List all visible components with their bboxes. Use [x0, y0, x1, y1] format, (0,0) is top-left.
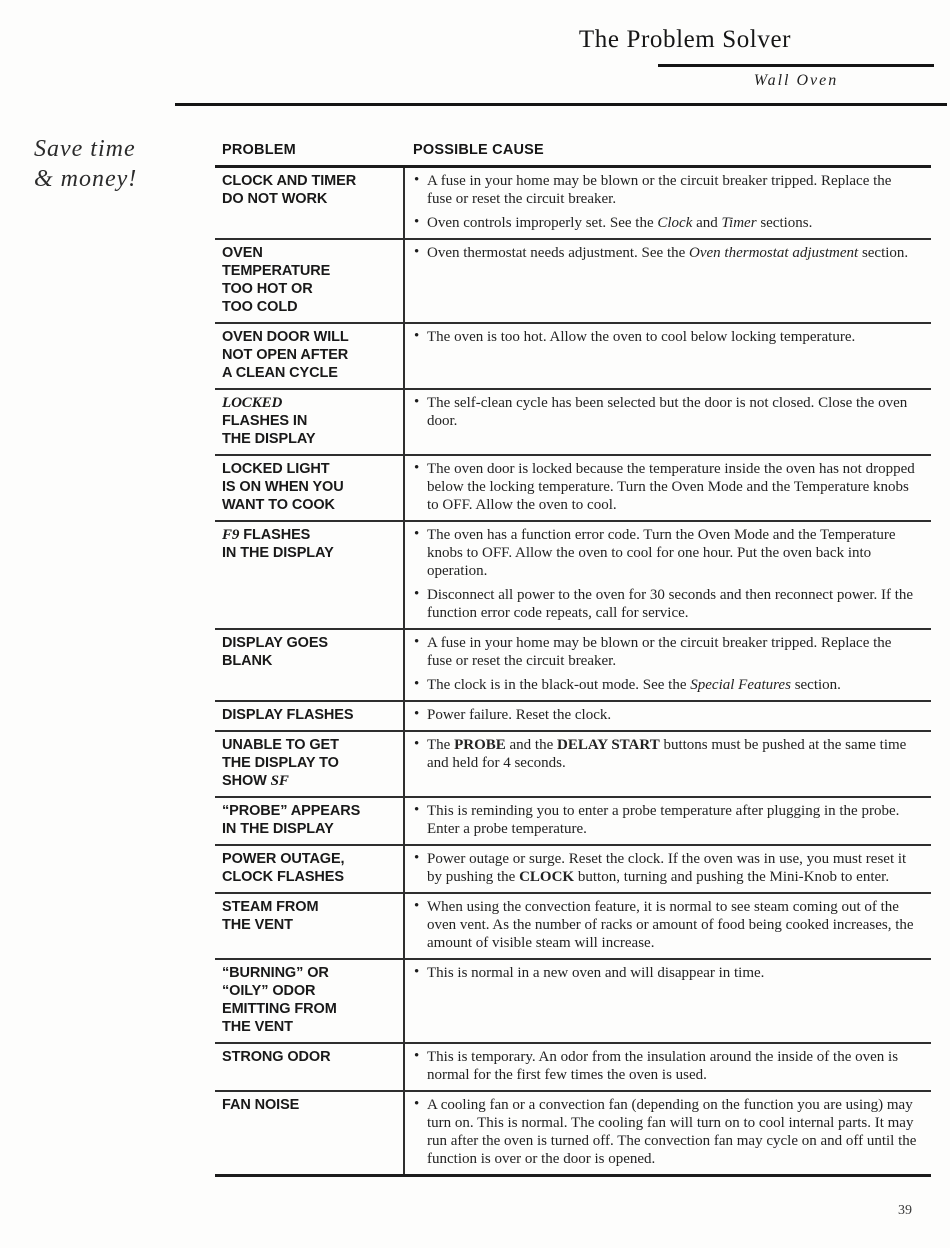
problem-line — [222, 1096, 397, 1114]
problem-line — [222, 346, 397, 364]
cause-bullet — [414, 634, 919, 670]
cause-bullet — [414, 736, 919, 772]
text-segment: The oven has a function error code. Turn the Oven Mode and the Temperature knobs to OFF. Allow the oven to cool for one hour. Put the oven back into operation. — [427, 527, 896, 579]
text-segment: A cooling fan or a convection fan (depending on the function you are using) may turn on. This is normal. The cooling fan will turn on to cool internal parts. It may run after the oven is turned off. The convection fan may cycle on and off until the function is over or the door is opened. — [427, 1097, 917, 1167]
text-segment: The self-clean cycle has been selected but the door is not closed. Close the oven door. — [427, 395, 908, 429]
text-segment: SF — [270, 773, 289, 789]
text-segment: WANT TO COOK — [222, 497, 335, 513]
cause-cell — [403, 390, 931, 454]
problem-cell — [215, 522, 403, 628]
text-segment: IS ON WHEN YOU — [222, 479, 344, 495]
text-segment: OVEN — [222, 245, 263, 261]
problem-line — [222, 190, 397, 208]
text-segment: LOCKED — [222, 395, 283, 411]
text-segment: LOCKED LIGHT — [222, 461, 330, 477]
text-segment: This is normal in a new oven and will disappear in time. — [427, 965, 765, 981]
table-row — [215, 958, 931, 1042]
text-segment: DISPLAY FLASHES — [222, 707, 354, 723]
cause-bullet — [414, 328, 919, 346]
table-header-row — [215, 142, 931, 165]
text-segment: CLOCK AND TIMER — [222, 173, 357, 189]
problem-line — [222, 544, 397, 562]
text-segment: OVEN DOOR WILL — [222, 329, 349, 345]
text-segment: A CLEAN CYCLE — [222, 365, 338, 381]
text-segment: Special Features — [690, 677, 791, 693]
text-segment: CLOCK — [519, 869, 575, 885]
text-segment: A fuse in your home may be blown or the circuit breaker tripped. Replace the fuse or reset the circuit breaker. — [427, 173, 892, 207]
cause-cell — [403, 960, 931, 1042]
text-segment: Oven controls improperly set. See the — [427, 215, 658, 231]
table-row — [215, 322, 931, 388]
problem-line — [222, 802, 397, 820]
cause-cell — [403, 1092, 931, 1174]
cause-cell — [403, 522, 931, 628]
text-segment: THE VENT — [222, 1019, 293, 1035]
text-segment: DELAY START — [557, 737, 660, 753]
table-row — [215, 730, 931, 796]
problem-line — [222, 394, 397, 412]
problem-line — [222, 772, 397, 790]
text-segment: FLASHES — [239, 527, 311, 543]
text-segment: NOT OPEN AFTER — [222, 347, 349, 363]
column-header-problem: PROBLEM — [222, 142, 296, 158]
text-segment: Clock — [657, 215, 693, 231]
cause-cell — [403, 1044, 931, 1090]
text-segment: buttons must be pushed at the same time and held for 4 seconds. — [427, 737, 907, 771]
cause-bullet — [414, 676, 919, 694]
page-subtitle: Wall Oven — [753, 72, 839, 89]
problem-line — [222, 430, 397, 448]
cause-bullet — [414, 964, 919, 982]
table-body — [215, 165, 931, 1177]
text-segment: The clock is in the black-out mode. See the — [427, 677, 691, 693]
text-segment: The — [427, 737, 455, 753]
text-segment: TOO HOT OR — [222, 281, 313, 297]
problem-line — [222, 172, 397, 190]
cause-bullet — [414, 214, 919, 232]
problem-line — [222, 634, 397, 652]
table-row — [215, 388, 931, 454]
problem-line — [222, 412, 397, 430]
text-segment: FLASHES IN — [222, 413, 308, 429]
margin-note-line1: Save time — [34, 136, 136, 162]
cause-bullet — [414, 898, 919, 952]
cause-bullet — [414, 394, 919, 430]
table-row — [215, 168, 931, 238]
text-segment: EMITTING FROM — [222, 1001, 337, 1017]
cause-cell — [403, 732, 931, 796]
cause-bullet — [414, 706, 919, 724]
text-segment: section. — [858, 245, 909, 261]
problem-cell — [215, 630, 403, 700]
text-segment: “OILY” ODOR — [222, 983, 316, 999]
problem-line — [222, 328, 397, 346]
cause-cell — [403, 798, 931, 844]
problem-cell — [215, 894, 403, 958]
table-row — [215, 796, 931, 844]
header-rule — [175, 103, 947, 106]
page-number: 39 — [898, 1203, 912, 1218]
cause-cell — [403, 240, 931, 322]
cause-bullet — [414, 1048, 919, 1084]
problem-line — [222, 898, 397, 916]
problem-line — [222, 1018, 397, 1036]
text-segment: This is temporary. An odor from the insulation around the inside of the oven is normal for the first few times the oven is used. — [427, 1049, 899, 1083]
problem-line — [222, 754, 397, 772]
text-segment: This is reminding you to enter a probe temperature after plugging in the probe. Enter a probe temperature. — [427, 803, 900, 837]
text-segment: SHOW — [222, 773, 271, 789]
problem-line — [222, 820, 397, 838]
problem-solver-table — [215, 142, 931, 1177]
problem-cell — [215, 1044, 403, 1090]
cause-bullet — [414, 244, 919, 262]
text-segment: section. — [790, 677, 841, 693]
problem-line — [222, 298, 397, 316]
text-segment: IN THE DISPLAY — [222, 821, 334, 837]
text-segment: THE VENT — [222, 917, 293, 933]
text-segment: Power failure. Reset the clock. — [427, 707, 612, 723]
text-segment: CLOCK FLASHES — [222, 869, 344, 885]
table-row — [215, 1042, 931, 1090]
problem-line — [222, 460, 397, 478]
text-segment: THE DISPLAY TO — [222, 755, 339, 771]
cause-cell — [403, 630, 931, 700]
cause-bullet — [414, 586, 919, 622]
problem-cell — [215, 456, 403, 520]
problem-line — [222, 652, 397, 670]
problem-line — [222, 736, 397, 754]
text-segment: Oven thermostat adjustment — [689, 245, 859, 261]
table-row — [215, 454, 931, 520]
text-segment: The oven is too hot. Allow the oven to cool below locking temperature. — [427, 329, 856, 345]
text-segment: FAN NOISE — [222, 1097, 300, 1113]
problem-line — [222, 280, 397, 298]
cause-cell — [403, 702, 931, 730]
problem-cell — [215, 846, 403, 892]
problem-cell — [215, 168, 403, 238]
margin-note — [34, 134, 137, 194]
text-segment: DISPLAY GOES — [222, 635, 328, 651]
problem-line — [222, 478, 397, 496]
text-segment: Timer — [721, 215, 757, 231]
table-row — [215, 844, 931, 892]
table-row — [215, 892, 931, 958]
problem-line — [222, 964, 397, 982]
text-segment: and the — [505, 737, 557, 753]
text-segment: Oven thermostat needs adjustment. See the — [427, 245, 690, 261]
problem-line — [222, 916, 397, 934]
text-segment: STEAM FROM — [222, 899, 319, 915]
text-segment: TOO COLD — [222, 299, 298, 315]
problem-cell — [215, 702, 403, 730]
text-segment: UNABLE TO GET — [222, 737, 339, 753]
text-segment: The oven door is locked because the temperature inside the oven has not dropped below the locking temperature. Turn the Oven Mode and the Temperature knobs to OFF. Allow the oven to cool. — [427, 461, 915, 513]
table-row — [215, 700, 931, 730]
text-segment: F9 — [222, 527, 240, 543]
margin-note-line2: & money! — [34, 166, 138, 192]
problem-line — [222, 1000, 397, 1018]
text-segment: and — [692, 215, 722, 231]
problem-cell — [215, 798, 403, 844]
problem-line — [222, 244, 397, 262]
subtitle-rule — [658, 64, 934, 67]
cause-bullet — [414, 172, 919, 208]
cause-bullet — [414, 850, 919, 886]
text-segment: “BURNING” OR — [222, 965, 329, 981]
table-row — [215, 1090, 931, 1174]
problem-cell — [215, 324, 403, 388]
text-segment: When using the convection feature, it is normal to see steam coming out of the oven vent. As the number of racks or amount of food being cooked increases, the amount of visible steam will increase. — [427, 899, 914, 951]
cause-cell — [403, 168, 931, 238]
page-title: The Problem Solver — [578, 26, 792, 53]
text-segment: TEMPERATURE — [222, 263, 331, 279]
cause-cell — [403, 324, 931, 388]
text-segment: IN THE DISPLAY — [222, 545, 334, 561]
problem-cell — [215, 732, 403, 796]
text-segment: THE DISPLAY — [222, 431, 316, 447]
text-segment: DO NOT WORK — [222, 191, 328, 207]
problem-line — [222, 526, 397, 544]
problem-line — [222, 262, 397, 280]
column-header-possible-cause: POSSIBLE CAUSE — [413, 142, 544, 158]
problem-line — [222, 868, 397, 886]
problem-cell — [215, 960, 403, 1042]
text-segment: PROBE — [454, 737, 506, 753]
text-segment: A fuse in your home may be blown or the circuit breaker tripped. Replace the fuse or reset the circuit breaker. — [427, 635, 892, 669]
problem-line — [222, 706, 397, 724]
table-row — [215, 628, 931, 700]
problem-line — [222, 496, 397, 514]
cause-cell — [403, 456, 931, 520]
cause-bullet — [414, 1096, 919, 1168]
table-row — [215, 238, 931, 322]
text-segment: STRONG ODOR — [222, 1049, 331, 1065]
text-segment: Power outage or surge. Reset the clock. If the oven was in use, you must reset it by pushing the — [427, 851, 907, 885]
problem-line — [222, 1048, 397, 1066]
problem-line — [222, 850, 397, 868]
table-row — [215, 520, 931, 628]
cause-bullet — [414, 802, 919, 838]
text-segment: BLANK — [222, 653, 273, 669]
cause-cell — [403, 846, 931, 892]
problem-cell — [215, 390, 403, 454]
cause-bullet — [414, 460, 919, 514]
problem-line — [222, 364, 397, 382]
text-segment: button, turning and pushing the Mini-Knob to enter. — [574, 869, 890, 885]
cause-bullet — [414, 526, 919, 580]
text-segment: “PROBE” APPEARS — [222, 803, 361, 819]
problem-cell — [215, 240, 403, 322]
problem-line — [222, 982, 397, 1000]
text-segment: sections. — [756, 215, 813, 231]
text-segment: Disconnect all power to the oven for 30 seconds and then reconnect power. If the function error code repeats, call for service. — [427, 587, 914, 621]
cause-cell — [403, 894, 931, 958]
text-segment: POWER OUTAGE, — [222, 851, 345, 867]
problem-cell — [215, 1092, 403, 1174]
